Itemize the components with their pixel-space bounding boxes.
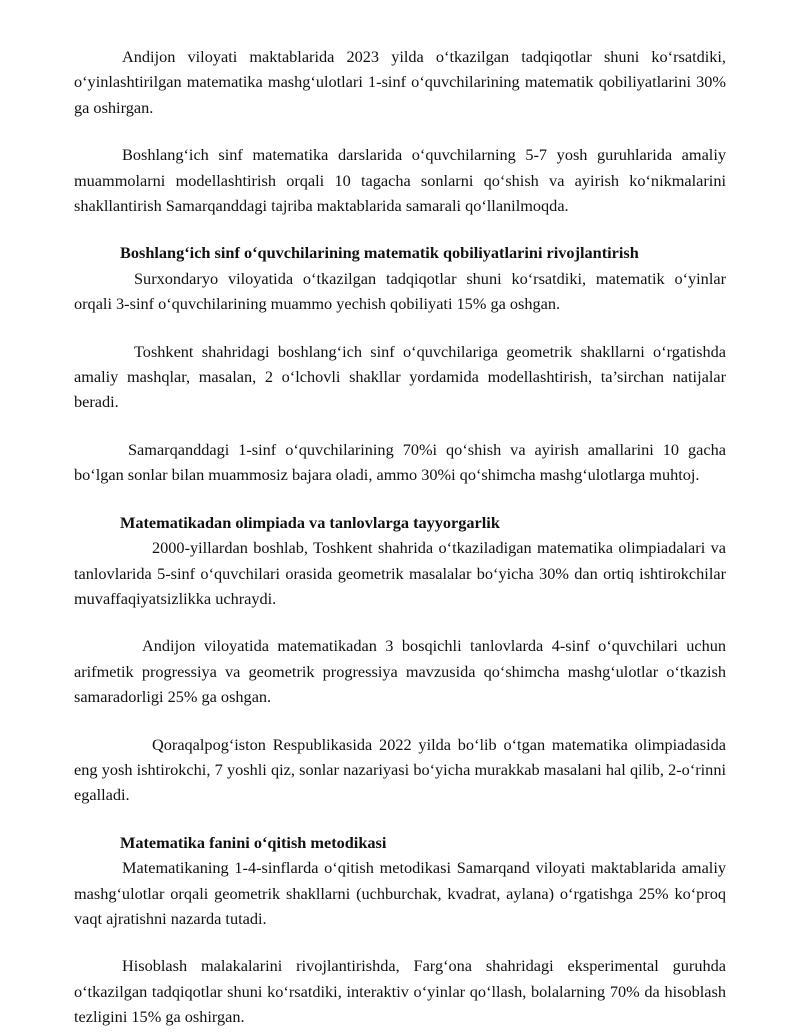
section-heading-olympiad-preparation: Matematikadan olimpiada va tanlovlarga tayyorgarlik bbox=[120, 512, 500, 532]
paragraph-surxondaryo-research: Surxondaryo viloyatida o‘tkazilgan tadqiqotlar shuni ko‘rsatdiki, matematik o‘yinlar orqali 3-sinf o‘quvchilarining muammo yechish qobiliyati 15% ga oshgan. bbox=[74, 268, 726, 314]
paragraph-toshkent-geometry: Toshkent shahridagi boshlang‘ich sinf o‘quvchilariga geometrik shakllarni o‘rgatishda amaliy mashqlar, masalan, 2 o‘lchovli shakllar yordamida modellashtirish, ta’sirchan natijalar beradi. bbox=[74, 341, 726, 412]
paragraph-toshkent-olympiads: 2000-yillardan boshlab, Toshkent shahrida o‘tkaziladigan matematika olimpiadalari va tanlovlarida 5-sinf o‘quvchilari orasida geometrik masalalar bo‘yicha 30% dan ortiq ishtirokchilar muvaffaqiyatsizlikka uchraydi. bbox=[74, 538, 726, 608]
paragraph-methodology-samarqand: Matematikaning 1-4-sinflarda o‘qitish metodikasi Samarqand viloyati maktablarida amaliy mashg‘ulotlar orqali geometrik shakllarni (uchburchak, kvadrat, aylana) o‘rgatishga 25% ko‘proq vaqt ajratishni nazarda tutadi. bbox=[74, 858, 726, 928]
section-heading-teaching-methodology: Matematika fanini o‘qitish metodikasi bbox=[120, 832, 387, 852]
paragraph-samarqand-first-grade: Samarqanddagi 1-sinf o‘quvchilarining 70%i qo‘shish va ayirish amallarini 10 gacha bo‘lgan sonlar bilan muammosiz bajara oladi, ammo 30%i qo‘shimcha mashg‘ulotlarga muhtoj. bbox=[74, 439, 726, 485]
paragraph-fargona-calculation-skills: Hisoblash malakalarini rivojlantirishda, Farg‘ona shahridagi eksperimental guruhda o‘tkazilgan tadqiqotlar shuni ko‘rsatdiki, interaktiv o‘yinlar qo‘llash, bolalarning 70% da hisoblash tezligini 15% ga oshirgan. bbox=[74, 956, 726, 1027]
section-heading-math-abilities: Boshlang‘ich sinf o‘quvchilarining matematik qobiliyatlarini rivojlantirish bbox=[120, 243, 639, 263]
paragraph-modeling-practical-problems: Boshlang‘ich sinf matematika darslarida o‘quvchilarning 5-7 yosh guruhlarida amaliy muammolarni modellashtirish orqali 10 tagacha sonlarni qo‘shish va ayirish ko‘nikmalarini shakllantirish Samarqanddagi tajriba maktablarida samarali qo‘llanilmoqda. bbox=[74, 145, 726, 216]
paragraph-andijon-competitions: Andijon viloyatida matematikadan 3 bosqichli tanlovlarda 4-sinf o‘quvchilari uchun arifmetik progressiya va geometrik progressiya mavzusida qo‘shimcha mashg‘ulotlar o‘tkazish samaradorligi 25% ga oshgan. bbox=[74, 636, 726, 707]
paragraph-andijon-gamified-math: Andijon viloyati maktablarida 2023 yilda o‘tkazilgan tadqiqotlar shuni ko‘rsatdiki, o‘yinlashtirilgan matematika mashg‘ulotlari 1-sinf o‘quvchilarining matematik qobiliyatlarini 30% ga oshirgan. bbox=[74, 47, 726, 117]
paragraph-qoraqalpogiston-olympiad: Qoraqalpog‘iston Respublikasida 2022 yilda bo‘lib o‘tgan matematika olimpiadasida eng yosh ishtirokchi, 7 yoshli qiz, sonlar nazariyasi bo‘yicha murakkab masalani hal qilib, 2-o‘rinni egalladi. bbox=[74, 734, 726, 805]
